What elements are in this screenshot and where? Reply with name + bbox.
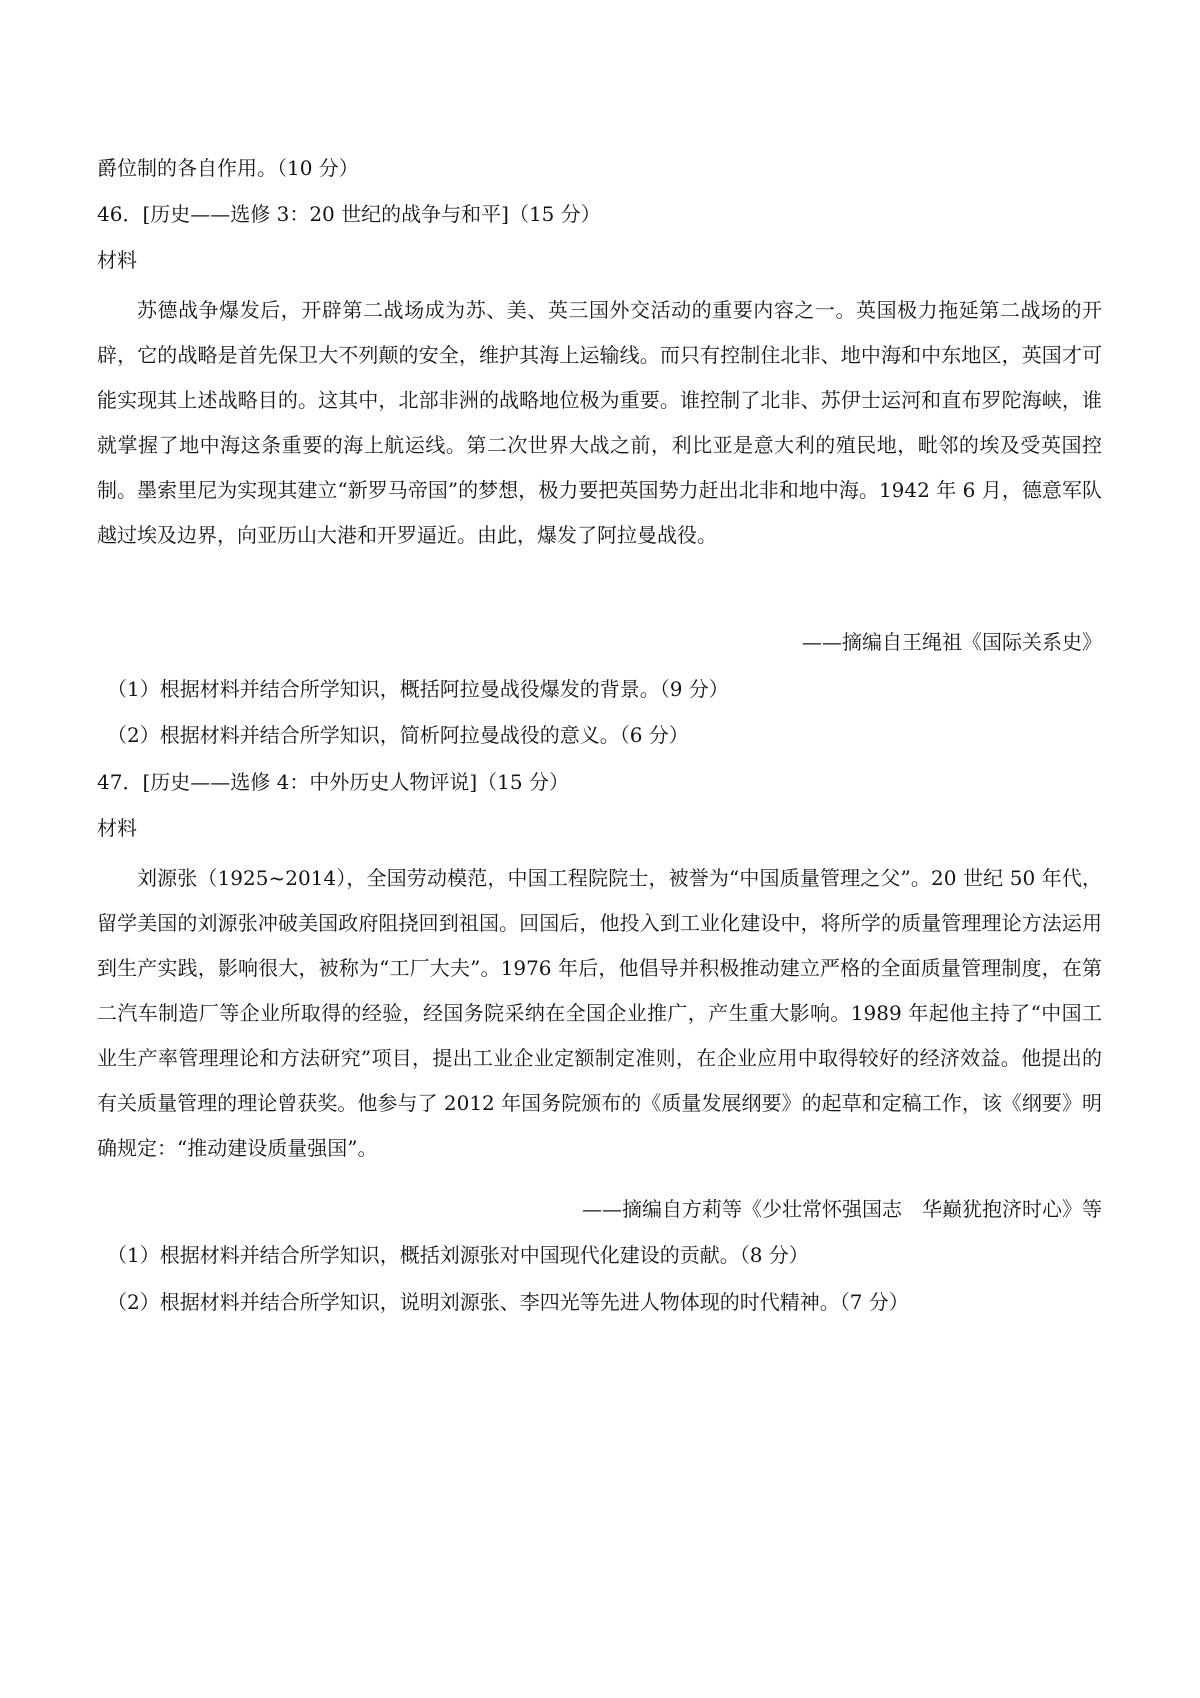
- question-47-material-label: 材料: [97, 816, 137, 840]
- previous-question-tail: 爵位制的各自作用。（10 分）: [97, 156, 359, 180]
- question-47-material-text: 刘源张（1925~2014），全国劳动模范，中国工程院院士，被誉为“中国质量管理之父”。20 世纪 50 年代，留学美国的刘源张冲破美国政府阻挠回到祖国。回国后，他投入到工业化建设中，将所学的质量管理理论方法运用到生产实践，影响很大，被称为“工厂大夫”。1976 年后，他倡导并积极推动建立严格的全面质量管理制度，在第二汽车制造厂等企业所取得的经验，经国务院采纳在全国企业推广，产生重大影响。1989 年起他主持了“中国工业生产率管理理论和方法研究”项目，提出工业企业定额制定准则，在企业应用中取得较好的经济效益。他提出的有关质量管理的理论曾获奖。他参与了 2012 年国务院颁布的《质量发展纲要》的起草和定稿工作，该《纲要》明确规定：“推动建设质量强国”。: [97, 866, 1102, 1160]
- question-46-sub-question-2: （2）根据材料并结合所学知识，简析阿拉曼战役的意义。（6 分）: [107, 723, 689, 747]
- question-46-material-text: 苏德战争爆发后，开辟第二战场成为苏、美、英三国外交活动的重要内容之一。英国极力拖延第二战场的开辟，它的战略是首先保卫大不列颠的安全，维护其海上运输线。而只有控制住北非、地中海和中东地区，英国才可能实现其上述战略目的。这其中，北部非洲的战略地位极为重要。谁控制了北非、苏伊士运河和直布罗陀海峡，谁就掌握了地中海这条重要的海上航运线。第二次世界大战之前，利比亚是意大利的殖民地，毗邻的埃及受英国控制。墨索里尼为实现其建立“新罗马帝国”的梦想，极力要把英国势力赶出北非和地中海。1942 年 6 月，德意军队越过埃及边界，向亚历山大港和开罗逼近。由此，爆发了阿拉曼战役。: [97, 298, 1102, 547]
- question-47-source: ——摘编自方莉等《少壮常怀强国志 华巅犹抱济时心》等: [582, 1197, 1102, 1221]
- question-46-heading: 46．[历史——选修 3：20 世纪的战争与和平]（15 分）: [97, 202, 601, 226]
- question-46-material-label: 材料: [97, 248, 137, 272]
- question-47-sub-question-1: （1）根据材料并结合所学知识，概括刘源张对中国现代化建设的贡献。（8 分）: [107, 1243, 809, 1267]
- question-47-heading: 47．[历史——选修 4：中外历史人物评说]（15 分）: [97, 770, 569, 794]
- question-46-sub-question-1: （1）根据材料并结合所学知识，概括阿拉曼战役爆发的背景。（9 分）: [107, 677, 729, 701]
- question-46-source: ——摘编自王绳祖《国际关系史》: [802, 630, 1102, 654]
- question-47-sub-question-2: （2）根据材料并结合所学知识，说明刘源张、李四光等先进人物体现的时代精神。（7 分）: [107, 1290, 909, 1314]
